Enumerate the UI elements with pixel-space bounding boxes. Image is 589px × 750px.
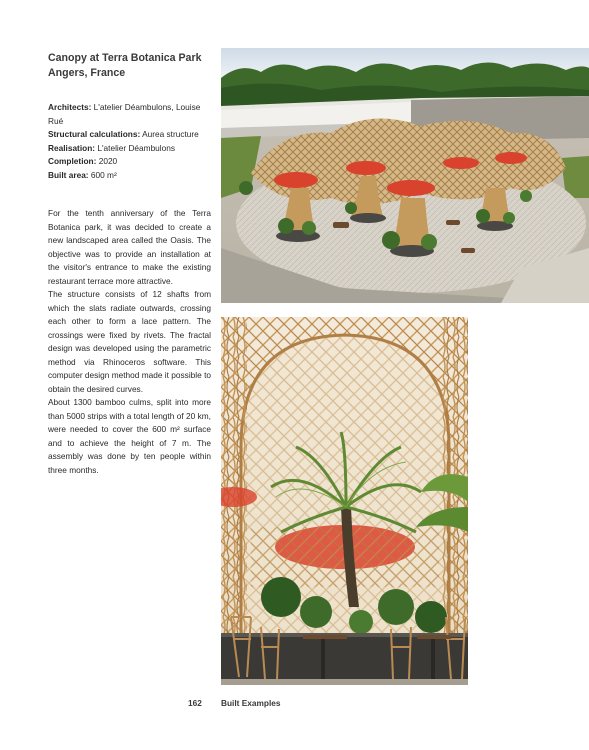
credit-value: 2020 (96, 156, 118, 167)
credit-value: Aurea structure (140, 129, 199, 140)
project-credits (48, 101, 213, 183)
project-title-location: Angers, France (48, 67, 126, 79)
project-title-name: Canopy at Terra Botanica Park (48, 52, 202, 64)
credit-label: Structural calculations: (48, 129, 141, 140)
aerial-photo (221, 48, 589, 303)
interior-photo (221, 317, 468, 685)
credit-label: Realisation: (48, 142, 96, 153)
credit-built-area (48, 169, 213, 183)
section-name: Built Examples (221, 698, 281, 708)
credit-realisation (48, 142, 213, 156)
body-paragraph: The structure consists of 12 shafts from which the slats radiate outwards, crossing each other to form a lace pattern. The crossings were fixed by rivets. The fractal design was developed using the parametric method via Rhinoceros software. This computer design method made it possible to obtain the desired curves. (48, 289, 211, 394)
credit-label: Completion: (48, 156, 97, 167)
credit-value: L'atelier Déambulons (95, 142, 176, 153)
body-text (48, 207, 211, 477)
credit-label: Built area: (48, 169, 89, 180)
credit-completion (48, 155, 213, 169)
project-title (48, 51, 218, 81)
body-paragraph: About 1300 bamboo culms, split into more than 5000 strips with a total length of 20 km, were needed to cover the 600 m² surface and to achieve the height of 7 m. The assembly was done by ten people within three months. (48, 397, 211, 475)
credit-structural (48, 128, 213, 142)
credit-label: Architects: (48, 102, 92, 112)
body-paragraph: For the tenth anniversary of the Terra Botanica park, it was decided to create a new landscaped area called the Oasis. The objective was to provide an installation at the visitor's entrance to make the existing restaurant terrace more attractive. (48, 208, 211, 286)
page-number: 162 (188, 698, 202, 708)
credit-value: 600 m² (88, 169, 117, 180)
credit-architects (48, 101, 213, 128)
credit-value: L'atelier Déambulons, Louise Rué (48, 102, 201, 126)
